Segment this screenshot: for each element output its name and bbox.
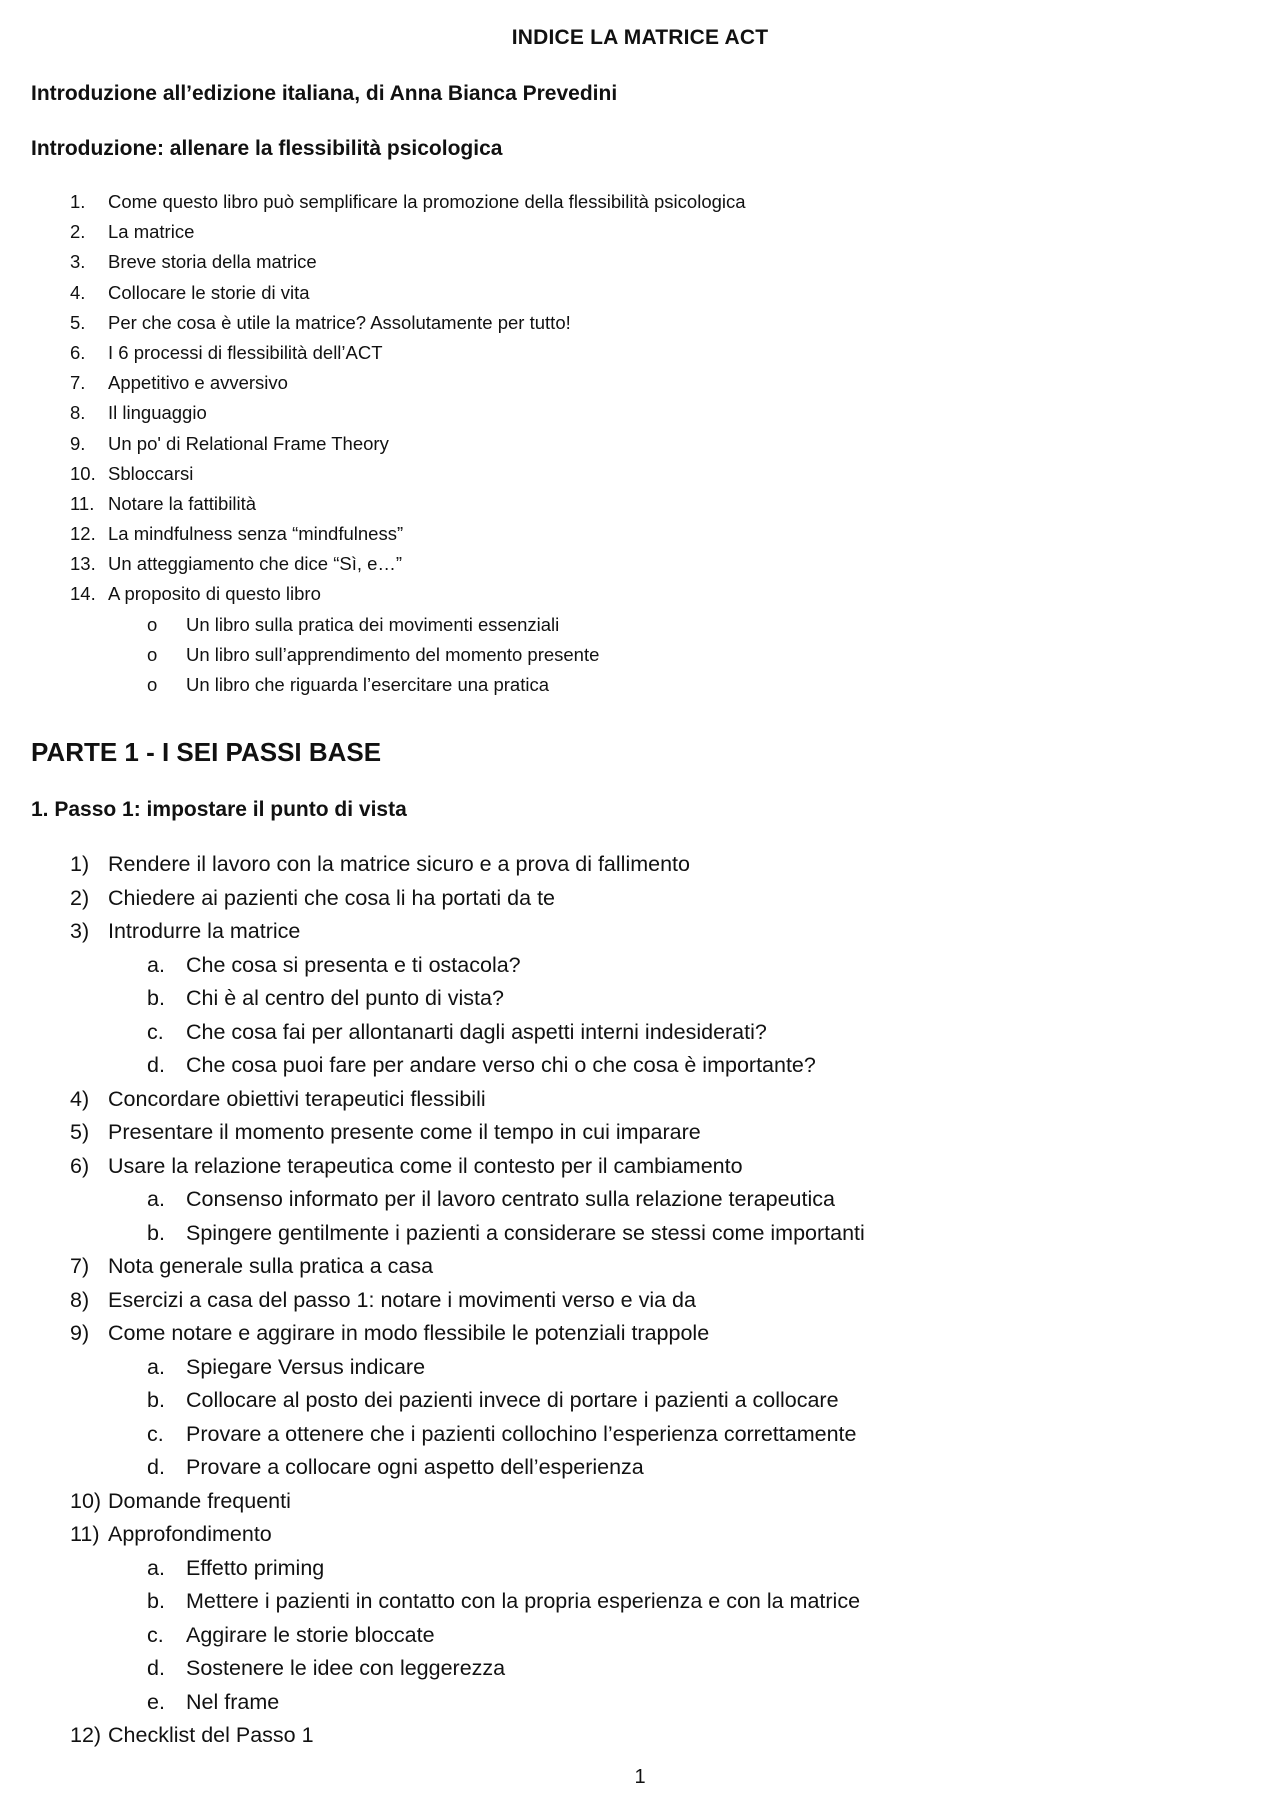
list-subitem: [0, 1422, 1280, 1456]
list-item: [0, 191, 1280, 221]
item-text: Domande frequenti: [108, 1488, 291, 1513]
item-text: Il linguaggio: [108, 402, 207, 424]
item-text: Concordare obiettivi terapeutici flessibili: [108, 1086, 486, 1111]
subitem-text: Spiegare Versus indicare: [186, 1354, 426, 1379]
bullet-icon: o: [147, 674, 158, 695]
item-number: 8.: [70, 402, 86, 424]
item-number: 2.: [70, 221, 86, 243]
subitem-letter: e.: [147, 1689, 165, 1714]
list-item: [0, 886, 1280, 920]
list-subitem: [0, 1221, 1280, 1255]
subitem-letter: d.: [147, 1455, 165, 1479]
item-text: Breve storia della matrice: [108, 251, 317, 273]
subitem-text: Un libro che riguarda l’esercitare una pratica: [186, 674, 549, 695]
item-text: I 6 processi di flessibilità dell’ACT: [108, 341, 383, 363]
list-subitem: [0, 644, 1280, 674]
list-item: [0, 282, 1280, 312]
subitem-text: Un libro sulla pratica dei movimenti essenziali: [186, 613, 560, 635]
subitem-text: Provare a ottenere che i pazienti collochino l’esperienza correttamente: [186, 1421, 857, 1446]
item-text: Appetitivo e avversivo: [108, 372, 288, 394]
item-text: Rendere il lavoro con la matrice sicuro e a prova di fallimento: [108, 852, 690, 876]
list-item: [0, 1254, 1280, 1288]
item-text: Come questo libro può semplificare la promozione della flessibilità psicologica: [108, 191, 746, 212]
item-number: 6): [70, 1153, 90, 1178]
item-number: 2): [70, 885, 90, 910]
item-number: 12.: [70, 523, 96, 545]
subitem-letter: a.: [147, 1187, 165, 1211]
list-item: [0, 342, 1280, 372]
list-subitem: [0, 1053, 1280, 1087]
item-number: 4.: [70, 281, 86, 303]
subitem-letter: b.: [147, 1589, 165, 1613]
list-item: [0, 1522, 1280, 1556]
subitem-letter: a.: [147, 1354, 165, 1379]
subitem-letter: b.: [147, 1388, 165, 1412]
item-text: Per che cosa è utile la matrice? Assolutamente per tutto!: [108, 311, 571, 333]
item-number: 3): [70, 919, 90, 943]
list-subitem: [0, 1556, 1280, 1590]
step1-heading: 1. Passo 1: impostare il punto di vista: [31, 798, 407, 821]
list-item: [0, 251, 1280, 281]
list-subitem: [0, 1388, 1280, 1422]
intro-flexibility-heading: Introduzione: allenare la flessibilità psicologica: [31, 137, 503, 160]
item-number: 1.: [70, 191, 86, 212]
list-item: [0, 1154, 1280, 1188]
list-subitem: [0, 674, 1280, 704]
list-subitem: [0, 1355, 1280, 1389]
item-text: Approfondimento: [108, 1522, 272, 1546]
subitem-text: Che cosa puoi fare per andare verso chi o che cosa è importante?: [186, 1053, 816, 1077]
subitem-letter: d.: [147, 1656, 165, 1680]
list-subitem: [0, 1187, 1280, 1221]
item-number: 6.: [70, 341, 86, 363]
subitem-text: Un libro sull’apprendimento del momento presente: [186, 643, 600, 665]
subitem-text: Che cosa si presenta e ti ostacola?: [186, 952, 521, 977]
list-item: [0, 402, 1280, 432]
item-text: Introdurre la matrice: [108, 919, 301, 943]
list-subitem: [0, 1455, 1280, 1489]
item-text: La matrice: [108, 221, 195, 243]
item-text: A proposito di questo libro: [108, 583, 321, 605]
item-text: Notare la fattibilità: [108, 492, 257, 514]
list-item: [0, 1321, 1280, 1355]
item-number: 1): [70, 852, 90, 876]
list-subitem: [0, 953, 1280, 987]
item-number: 3.: [70, 251, 86, 273]
item-text: Usare la relazione terapeutica come il contesto per il cambiamento: [108, 1153, 743, 1178]
list-item: [0, 852, 1280, 886]
subitem-letter: b.: [147, 986, 165, 1010]
list-item: [0, 1120, 1280, 1154]
list-item: [0, 463, 1280, 493]
item-text: Esercizi a casa del passo 1: notare i movimenti verso e via da: [108, 1287, 696, 1312]
list-subitem: [0, 1690, 1280, 1724]
subitem-letter: c.: [147, 1019, 164, 1044]
subitem-text: Spingere gentilmente i pazienti a considerare se stessi come importanti: [186, 1220, 865, 1245]
subitem-text: Provare a collocare ogni aspetto dell’esperienza: [186, 1455, 644, 1479]
item-text: Collocare le storie di vita: [108, 281, 310, 303]
list-subitem: [0, 1623, 1280, 1657]
list-item: [0, 1489, 1280, 1523]
item-text: Sbloccarsi: [108, 462, 194, 484]
document-title: INDICE LA MATRICE ACT: [511, 26, 769, 49]
subitem-text: Aggirare le storie bloccate: [186, 1622, 435, 1647]
item-number: 9.: [70, 432, 86, 454]
intro-list: [0, 191, 1280, 704]
item-text: Come notare e aggirare in modo flessibile le potenziali trappole: [108, 1321, 710, 1345]
bullet-icon: o: [147, 613, 158, 635]
list-item: [0, 221, 1280, 251]
subitem-text: Che cosa fai per allontanarti dagli aspetti interni indesiderati?: [186, 1019, 767, 1044]
subitem-letter: b.: [147, 1220, 165, 1245]
subitem-letter: d.: [147, 1053, 165, 1077]
item-number: 7): [70, 1254, 90, 1278]
item-text: Presentare il momento presente come il tempo in cui imparare: [108, 1120, 701, 1144]
item-number: 14.: [70, 583, 96, 605]
item-number: 13.: [70, 553, 96, 575]
item-number: 5): [70, 1120, 90, 1144]
intro-italian-heading: Introduzione all’edizione italiana, di Anna Bianca Prevedini: [31, 82, 618, 105]
list-subitem: [0, 1020, 1280, 1054]
list-item: [0, 372, 1280, 402]
item-number: 5.: [70, 311, 86, 333]
list-item: [0, 312, 1280, 342]
subitem-text: Nel frame: [186, 1689, 280, 1714]
bullet-icon: o: [147, 643, 158, 665]
item-number: 10): [70, 1488, 102, 1513]
item-number: 8): [70, 1287, 90, 1312]
item-number: 11.: [70, 492, 95, 514]
list-item: [0, 1288, 1280, 1322]
subitem-text: Chi è al centro del punto di vista?: [186, 986, 504, 1010]
item-text: Checklist del Passo 1: [108, 1723, 314, 1747]
list-subitem: [0, 1589, 1280, 1623]
item-number: 12): [70, 1723, 102, 1747]
item-text: La mindfulness senza “mindfulness”: [108, 523, 404, 545]
list-item: [0, 523, 1280, 553]
subitem-text: Effetto priming: [186, 1555, 325, 1580]
list-item: [0, 493, 1280, 523]
subitem-letter: a.: [147, 1555, 165, 1580]
subitem-text: Mettere i pazienti in contatto con la propria esperienza e con la matrice: [186, 1589, 861, 1613]
item-text: Un po' di Relational Frame Theory: [108, 432, 389, 454]
item-number: 11): [70, 1522, 100, 1546]
item-number: 4): [70, 1086, 90, 1111]
list-item: [0, 1723, 1280, 1757]
item-number: 9): [70, 1321, 90, 1345]
item-text: Un atteggiamento che dice “Sì, e…”: [108, 553, 403, 575]
item-text: Chiedere ai pazienti che cosa li ha portati da te: [108, 885, 555, 910]
list-item: [0, 583, 1280, 613]
subitem-text: Consenso informato per il lavoro centrato sulla relazione terapeutica: [186, 1187, 835, 1211]
item-text: Nota generale sulla pratica a casa: [108, 1254, 434, 1278]
list-item: [0, 1087, 1280, 1121]
list-item: [0, 433, 1280, 463]
subitem-text: Collocare al posto dei pazienti invece di portare i pazienti a collocare: [186, 1388, 839, 1412]
part1-heading: PARTE 1 - I SEI PASSI BASE: [31, 737, 382, 767]
item-number: 10.: [70, 462, 96, 484]
subitem-letter: c.: [147, 1421, 164, 1446]
item-number: 7.: [70, 372, 86, 394]
list-subitem: [0, 986, 1280, 1020]
list-item: [0, 553, 1280, 583]
list-item: [0, 919, 1280, 953]
subitem-text: Sostenere le idee con leggerezza: [186, 1656, 506, 1680]
step1-list: [0, 852, 1280, 1757]
list-subitem: [0, 614, 1280, 644]
list-subitem: [0, 1656, 1280, 1690]
subitem-letter: c.: [147, 1622, 164, 1647]
page-number: 1: [634, 1766, 646, 1788]
subitem-letter: a.: [147, 952, 165, 977]
